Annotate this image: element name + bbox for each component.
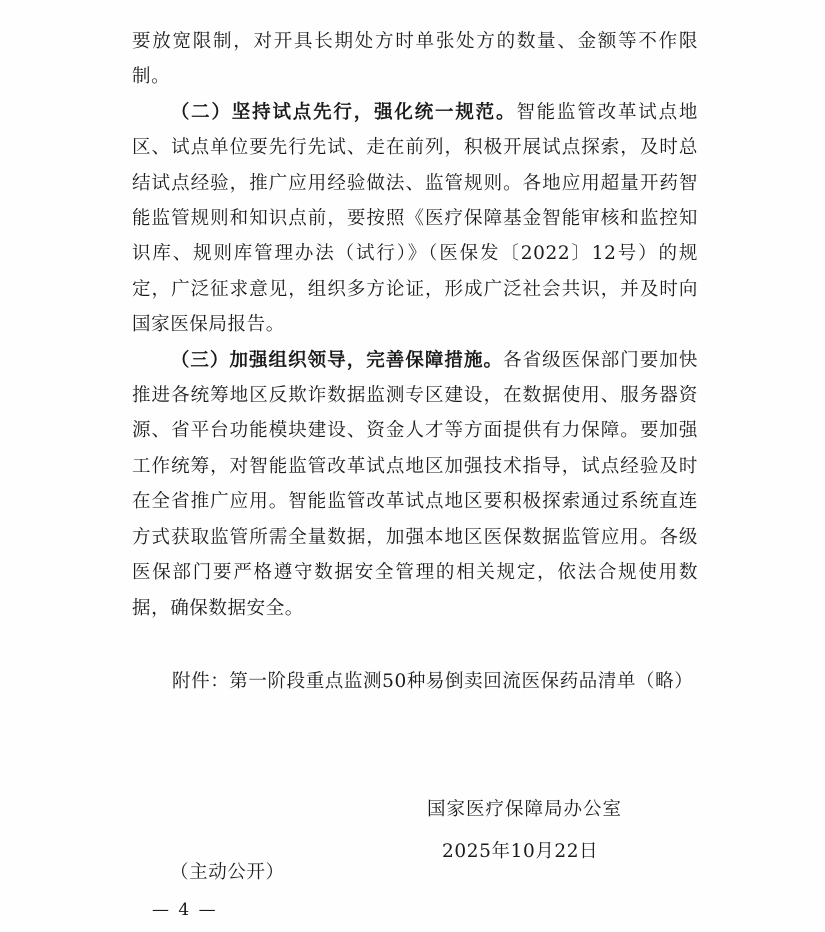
- paragraph-section-3: [132, 343, 698, 626]
- issue-date: 2025年10月22日: [442, 841, 599, 862]
- section-heading-2: （二）坚持试点先行，强化统一规范。: [170, 101, 517, 123]
- paragraph-continuation: [132, 24, 698, 95]
- section-heading-3: （三）加强组织领导，完善保障措施。: [170, 349, 504, 371]
- paragraph-text: 要放宽限制，对开具长期处方时单张处方的数量、金额等不作限制。: [132, 31, 698, 88]
- attachment-note: 附件：第一阶段重点监测50种易倒卖回流医保药品清单（略）: [172, 671, 694, 692]
- section-body-2: 智能监管改革试点地区、试点单位要先行先试、走在前列，积极开展试点探索，及时总结试点经验，推广应用经验做法、监管规则。各地应用超量开药智能监管规则和知识点前，要按照《医疗保障基金智能审核和监控知识库、规则库管理办法（试行）》（医保发〔2022〕12号）的规定，广泛征求意见，组织多方论证，形成广泛社会共识，并及时向国家医保局报告。: [132, 101, 699, 336]
- paragraph-section-2: [132, 95, 698, 343]
- disclosure-type: （主动公开）: [170, 862, 285, 883]
- page-number: — 4 —: [152, 900, 218, 920]
- issuing-authority: 国家医疗保障局办公室: [427, 799, 623, 820]
- document-body: [132, 24, 698, 626]
- section-body-3: 各省级医保部门要加快推进各统筹地区反欺诈数据监测专区建设，在数据使用、服务器资源、省平台功能模块建设、资金人才等方面提供有力保障。要加强工作统筹，对智能监管改革试点地区加强技术指导，试点经验及时在全省推广应用。智能监管改革试点地区要积极探索通过系统直连方式获取监管所需全量数据，加强本地区医保数据监管应用。各级医保部门要严格遵守数据安全管理的相关规定，依法合规使用数据，确保数据安全。: [132, 349, 698, 619]
